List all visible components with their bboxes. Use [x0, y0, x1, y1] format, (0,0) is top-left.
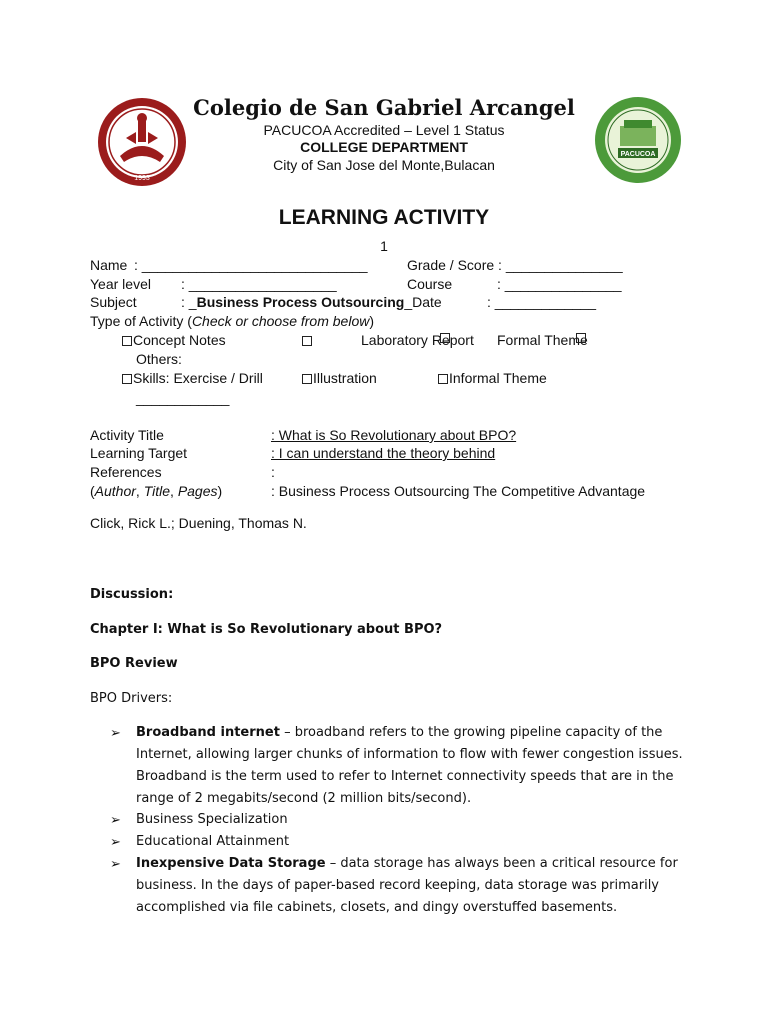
- college-location: City of San Jose del Monte,Bulacan: [273, 157, 495, 173]
- checkbox-icon[interactable]: [440, 333, 450, 343]
- lab-report-label: Laboratory Report: [361, 332, 474, 348]
- item-text: Business Specialization: [136, 812, 288, 827]
- chapter-heading: Chapter I: What is So Revolutionary about BPO?: [90, 622, 443, 637]
- others-label: Others:: [136, 351, 182, 367]
- activity-title-value: : What is So Revolutionary about BPO?: [271, 427, 517, 443]
- checkbox-icon[interactable]: [576, 333, 586, 343]
- list-item: [136, 853, 696, 919]
- option-skills[interactable]: [122, 370, 263, 386]
- item-text: Educational Attainment: [136, 834, 290, 849]
- formal-theme-label: Formal Theme: [497, 332, 588, 348]
- illustration-label: Illustration: [313, 370, 377, 386]
- paren-open: (: [90, 483, 95, 499]
- learning-target-value: : I can understand the theory behind: [271, 445, 496, 461]
- pages-word: Pages: [177, 483, 218, 499]
- accreditation-status: PACUCOA Accredited – Level 1 Status: [263, 122, 505, 138]
- bullet-arrow-icon: ➢: [110, 812, 121, 827]
- subject-field: [181, 294, 442, 310]
- name-field: : _____________________________: [134, 257, 368, 273]
- list-item: [136, 722, 696, 810]
- list-item: [136, 831, 696, 853]
- type-prefix: Type of Activity (: [90, 313, 192, 329]
- activity-type-label: [90, 313, 374, 329]
- references-label: References: [90, 464, 162, 480]
- grade-score-field: Grade / Score : _______________: [407, 257, 623, 273]
- checkbox-icon[interactable]: [302, 374, 312, 384]
- bullet-arrow-icon: ➢: [110, 725, 121, 740]
- document-title: LEARNING ACTIVITY: [278, 206, 490, 229]
- separator: ,: [170, 483, 178, 499]
- bpo-review-heading: BPO Review: [90, 656, 178, 671]
- item-term: Inexpensive Data Storage: [136, 856, 326, 871]
- subject-prefix: : _: [181, 294, 197, 310]
- learning-target-label: Learning Target: [90, 445, 188, 461]
- year-level-field: : ___________________: [181, 276, 337, 292]
- discussion-heading: Discussion:: [90, 587, 174, 602]
- course-label: Course: [407, 276, 453, 292]
- option-informal-theme[interactable]: [438, 370, 547, 386]
- department-name: COLLEGE DEPARTMENT: [300, 139, 468, 155]
- reference-format-label: [90, 483, 222, 499]
- year-level-label: Year level: [90, 276, 151, 292]
- name-label: Name: [90, 257, 128, 273]
- separator: ,: [135, 483, 144, 499]
- concept-notes-label: Concept Notes: [133, 332, 226, 348]
- bullet-arrow-icon: ➢: [110, 834, 121, 849]
- checkbox-icon[interactable]: [122, 374, 132, 384]
- course-field: : _______________: [497, 276, 622, 292]
- bpo-drivers-label: BPO Drivers:: [90, 691, 173, 706]
- checkbox-icon[interactable]: [438, 374, 448, 384]
- type-suffix: ): [369, 313, 375, 329]
- college-name: Colegio de San Gabriel Arcangel: [193, 95, 575, 120]
- bullet-arrow-icon: ➢: [110, 856, 121, 871]
- item-text: – broadband refers to the growing pipeline capacity of the Internet, allowing larger chunks of information to flow with fewer congestion issues. Broadband is the term used to refer to Internet connectivity speeds that are in the range of 2 megabits/second (2 million bits/second).: [136, 725, 683, 806]
- author-word: Author: [94, 483, 136, 499]
- type-instruction: Check or choose from below: [191, 313, 370, 329]
- seal-year: 1993: [134, 175, 150, 182]
- pacucoa-label: PACUCOA: [620, 151, 656, 158]
- subject-label: Subject: [90, 294, 137, 310]
- item-term: Broadband internet: [136, 725, 280, 740]
- option-formal-theme[interactable]: [497, 332, 588, 348]
- option-blank[interactable]: [302, 332, 313, 348]
- item-text: – data storage has always been a critical resource for business. In the days of paper-based record keeping, data storage was primarily accomplished via file cabinets, closets, and dingy overstuffed basements.: [136, 856, 678, 915]
- option-illustration[interactable]: [302, 370, 377, 386]
- activity-number: 1: [380, 238, 388, 254]
- informal-theme-label: Informal Theme: [449, 370, 547, 386]
- option-concept-notes[interactable]: [122, 332, 226, 348]
- list-item: [136, 809, 696, 831]
- references-value: :: [271, 464, 275, 480]
- subject-value: Business Process Outsourcing: [196, 294, 405, 310]
- date-field: : _____________: [487, 294, 596, 310]
- date-label: _Date: [404, 294, 442, 310]
- reference-authors: Click, Rick L.; Duening, Thomas N.: [90, 515, 307, 531]
- option-lab-report[interactable]: [361, 332, 474, 348]
- others-field: ____________: [136, 390, 230, 406]
- paren-close: ): [217, 483, 223, 499]
- reference-value: : Business Process Outsourcing The Competitive Advantage: [271, 483, 646, 499]
- title-word: Title: [143, 483, 171, 499]
- checkbox-icon[interactable]: [122, 336, 132, 346]
- activity-title-label: Activity Title: [90, 427, 164, 443]
- checkbox-icon[interactable]: [302, 336, 312, 346]
- skills-label: Skills: Exercise / Drill: [133, 370, 263, 386]
